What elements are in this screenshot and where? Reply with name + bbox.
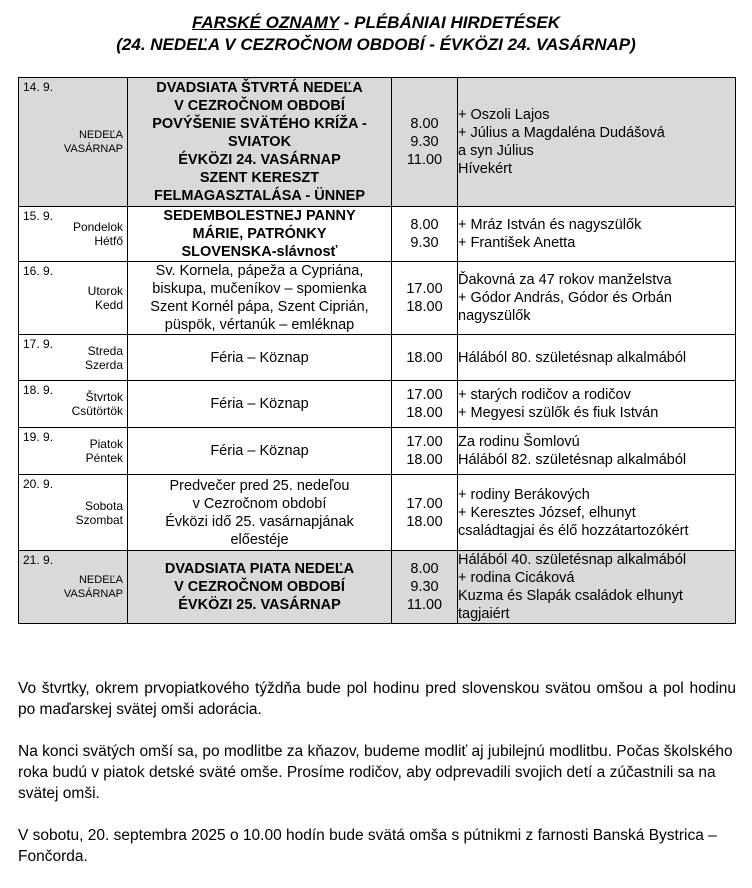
mass-time: 9.30 — [410, 134, 439, 150]
date-cell — [19, 475, 128, 551]
mass-time: 18.00 — [406, 349, 443, 366]
celebration-cell — [128, 475, 392, 551]
intention-line: + František Anetta — [458, 235, 576, 251]
schedule-row — [19, 551, 736, 624]
celebration-cell — [128, 78, 392, 207]
intentions-cell — [458, 381, 736, 428]
celebration-line: POVÝŠENIE SVÄTÉHO KRÍŽA - — [152, 116, 367, 132]
mass-time: 8.00 — [410, 116, 439, 132]
schedule-row — [19, 78, 736, 207]
mass-time: 17.00 — [406, 281, 443, 297]
mass-time: 17.00 — [406, 495, 443, 512]
celebration-line: Féria – Köznap — [210, 443, 309, 459]
mass-times-cell — [392, 381, 458, 428]
mass-time: 18.00 — [406, 513, 443, 530]
celebration-line: FELMAGASZTALÁSA - ÜNNEP — [153, 188, 366, 204]
celebration-line: Szent Kornél pápa, Szent Ciprián, — [150, 299, 369, 315]
date: 19. 9. — [23, 430, 54, 444]
notice-adoration: Vo štvrtky, okrem prvopiatkového týždňa bude pol hodinu pred slovenskou svätou omšou a pol hodinu po maďarskej svätej omši adorácia. — [18, 680, 736, 718]
mass-time: 17.00 — [406, 387, 443, 403]
celebration-line: SZENT KERESZT — [199, 170, 320, 186]
intention-line: Hálából 40. születésnap alkalmából — [458, 552, 687, 568]
day-name-slovak: Štvrtok — [85, 390, 123, 404]
celebration-line: Féria – Köznap — [210, 349, 309, 366]
celebration-line: V CEZROČNOM OBDOBÍ — [174, 579, 345, 595]
schedule-row — [19, 381, 736, 428]
intention-line: Ďakovná za 47 rokov manželstva — [458, 272, 672, 288]
mass-times-cell — [392, 207, 458, 262]
celebration-line: püspök, vértanúk – emléknap — [164, 317, 355, 333]
title-hungarian: PLÉBÁNIAI HIRDETÉSEK — [354, 13, 561, 32]
celebration-cell — [128, 428, 392, 475]
intentions-cell — [458, 335, 736, 381]
schedule-row — [19, 262, 736, 335]
date-cell — [19, 335, 128, 381]
intentions-cell — [458, 262, 736, 335]
date: 15. 9. — [23, 209, 54, 223]
day-name-hungarian: Hétfő — [94, 234, 123, 248]
celebration-cell — [128, 262, 392, 335]
date-cell — [19, 262, 128, 335]
intentions-cell — [458, 551, 736, 624]
date-cell — [19, 551, 128, 624]
date: 18. 9. — [23, 383, 54, 397]
day-name-slovak: Utorok — [87, 284, 123, 298]
intentions-cell — [458, 428, 736, 475]
intention-line: + Oszoli Lajos — [458, 107, 550, 123]
mass-time: 9.30 — [410, 235, 439, 251]
celebration-line: ÉVKÖZI 24. VASÁRNAP — [178, 152, 341, 168]
mass-time: 11.00 — [406, 152, 443, 168]
title-separator: - — [339, 13, 355, 32]
intention-line: + rodina Cicáková — [458, 570, 575, 586]
mass-time: 18.00 — [406, 405, 443, 421]
mass-time: 18.00 — [406, 299, 443, 315]
schedule-row — [19, 207, 736, 262]
notice-pilgrims: V sobotu, 20. septembra 2025 o 10.00 hodín bude svätá omša s pútnikmi z farnosti Banská Bystrica – Fončorda. — [18, 827, 717, 865]
day-name-slovak: NEDEĽA — [78, 129, 123, 141]
day-name-hungarian: Csütörtök — [71, 404, 123, 418]
day-name-slovak: NEDEĽA — [78, 574, 123, 586]
intentions-cell — [458, 78, 736, 207]
day-name-hungarian: Szerda — [84, 357, 123, 372]
intention-line: + Mráz István és nagyszülők — [458, 217, 642, 233]
celebration-line: DVADSIATA PIATA NEDEĽA — [164, 561, 355, 577]
celebration-line: Féria – Köznap — [210, 396, 309, 412]
mass-time: 8.00 — [410, 217, 439, 233]
mass-time: 9.30 — [410, 579, 439, 595]
celebration-line: SLOVENSKA-slávnosť — [181, 244, 338, 260]
celebration-cell — [128, 551, 392, 624]
date-cell — [19, 207, 128, 262]
mass-times-cell — [392, 78, 458, 207]
day-name-slovak: Piatok — [89, 437, 123, 451]
intention-line: Za rodinu Šomlovú — [458, 434, 580, 450]
day-name-hungarian: VASÁRNAP — [63, 143, 123, 155]
celebration-line: DVADSIATA ŠTVRTÁ NEDEĽA — [156, 80, 363, 96]
celebration-line: V CEZROČNOM OBDOBÍ — [174, 98, 345, 114]
intention-line: + Keresztes József, elhunyt — [458, 504, 636, 521]
intention-line: + Július a Magdaléna Dudášová — [458, 125, 665, 141]
date-cell — [19, 428, 128, 475]
date: 14. 9. — [23, 80, 54, 94]
day-name-hungarian: VASÁRNAP — [63, 588, 123, 600]
page-title — [0, 12, 752, 34]
mass-time: 18.00 — [406, 452, 443, 468]
intention-line: + Megyesi szülők és fiuk István — [458, 405, 659, 421]
celebration-line: Évközi idő 25. vasárnapjának — [165, 513, 354, 530]
notices — [18, 678, 736, 888]
schedule-row — [19, 428, 736, 475]
day-name-hungarian: Szombat — [75, 512, 123, 527]
intention-line: Hálából 80. születésnap alkalmából — [458, 349, 687, 366]
mass-times-cell — [392, 475, 458, 551]
celebration-line: SEDEMBOLESTNEJ PANNY — [163, 208, 356, 224]
intention-line: Hálából 82. születésnap alkalmából — [458, 452, 687, 468]
celebration-line: biskupa, mučeníkov – spomienka — [152, 281, 367, 297]
date: 16. 9. — [23, 264, 54, 278]
mass-times-cell — [392, 428, 458, 475]
celebration-line: ÉVKÖZI 25. VASÁRNAP — [178, 597, 341, 613]
day-name-hungarian: Kedd — [94, 298, 123, 312]
title-slovak: FARSKÉ OZNAMY — [191, 13, 339, 32]
celebration-cell — [128, 381, 392, 428]
date: 20. 9. — [23, 477, 54, 491]
page-subtitle: (24. NEDEĽA V CEZROČNOM OBDOBÍ - ÉVKÖZI 24. VASÁRNAP) — [116, 35, 636, 54]
intentions-cell — [458, 475, 736, 551]
celebration-line: előestéje — [230, 531, 289, 548]
mass-time: 17.00 — [406, 434, 443, 450]
mass-times-cell — [392, 262, 458, 335]
schedule-row — [19, 335, 736, 381]
date: 17. 9. — [23, 337, 54, 351]
day-name-slovak: Streda — [87, 343, 123, 358]
celebration-cell — [128, 207, 392, 262]
celebration-line: v Cezročnom období — [192, 495, 327, 512]
intention-line: Hívekért — [458, 161, 512, 177]
celebration-line: SVIATOK — [227, 134, 292, 150]
intention-line: + starých rodičov a rodičov — [458, 387, 631, 403]
intentions-cell — [458, 207, 736, 262]
intention-line: tagjaiért — [458, 606, 510, 622]
celebration-line: Predvečer pred 25. nedeľou — [169, 477, 350, 494]
intention-line: Kuzma és Slapák családok elhunyt — [458, 588, 683, 604]
day-name-hungarian: Péntek — [85, 451, 123, 465]
mass-schedule-table — [18, 77, 736, 624]
intention-line: családtagjai és élő hozzátartozókért — [458, 522, 689, 539]
page-header — [0, 12, 752, 56]
date-cell — [19, 381, 128, 428]
mass-time: 8.00 — [410, 561, 439, 577]
mass-time: 11.00 — [406, 597, 443, 613]
date-cell — [19, 78, 128, 207]
date: 21. 9. — [23, 553, 54, 567]
mass-times-cell — [392, 551, 458, 624]
intention-line: + Gódor András, Gódor és Orbán — [458, 290, 672, 306]
mass-times-cell — [392, 335, 458, 381]
intention-line: nagyszülők — [458, 308, 531, 324]
notice-jubilee-prayer: Na konci svätých omší sa, po modlitbe za kňazov, budeme modliť aj jubilejnú modlitbu. Počas školského roka budú v piatok detské sväté omše. Prosíme rodičov, aby odprevadili svojich detí a zúčastnili sa na svätej omši. — [18, 743, 733, 802]
celebration-line: Sv. Kornela, pápeža a Cypriána, — [155, 263, 364, 279]
schedule-row — [19, 475, 736, 551]
celebration-line: MÁRIE, PATRÓNKY — [192, 226, 327, 242]
day-name-slovak: Sobota — [84, 498, 123, 513]
intention-line: + rodiny Berákových — [458, 486, 590, 503]
day-name-slovak: Pondelok — [72, 220, 123, 234]
celebration-cell — [128, 335, 392, 381]
intention-line: a syn Július — [458, 143, 534, 159]
